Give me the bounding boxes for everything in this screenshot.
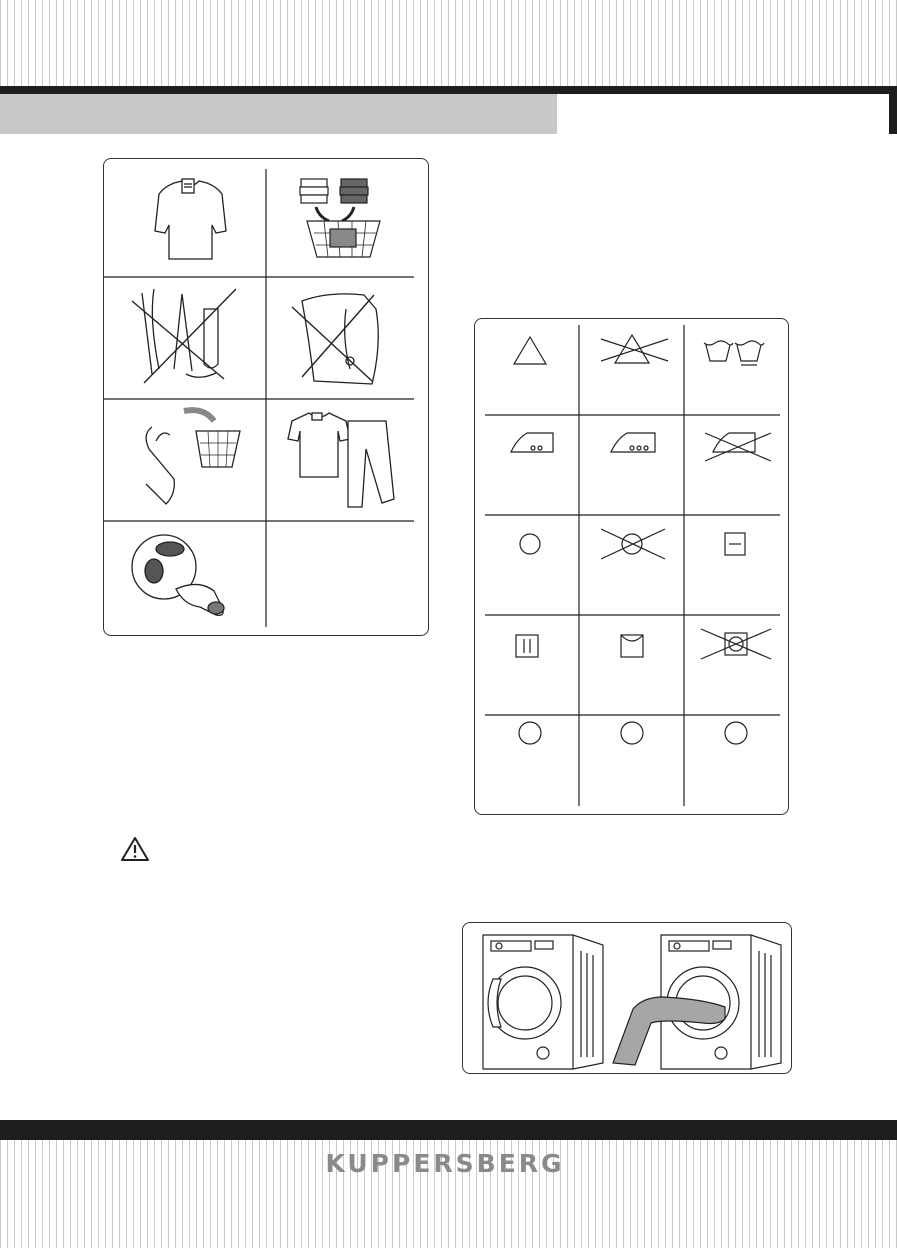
footer-dark-band xyxy=(0,1120,897,1140)
washing-machine-door-open-icon xyxy=(483,935,603,1069)
brand-logo: KUPPERSBERG xyxy=(325,1149,565,1178)
dry-clean-circle-icon xyxy=(725,722,747,744)
no-pins-clips-icon xyxy=(132,289,236,383)
laundry-preparation-panel xyxy=(103,158,429,636)
iron-low-icon xyxy=(511,433,553,452)
top-stripe-pattern xyxy=(0,0,897,86)
no-zipper-open-icon xyxy=(292,294,378,384)
washing-machine-loading-icon xyxy=(613,935,781,1069)
care-panel-grid xyxy=(104,159,430,637)
iron-high-icon xyxy=(611,433,655,452)
line-dry-icon xyxy=(621,635,643,657)
care-symbols-table xyxy=(474,318,789,815)
dry-clean-circle-icon xyxy=(519,722,541,744)
tumble-dry-circle-icon xyxy=(520,534,540,554)
sort-laundry-basket-icon xyxy=(300,179,380,257)
section-header-bar xyxy=(0,94,557,134)
shirt-and-trousers-icon xyxy=(288,413,394,507)
top-dark-band xyxy=(0,86,897,94)
warning-triangle-icon xyxy=(120,836,150,862)
no-dry-clean-icon xyxy=(601,529,665,559)
drip-dry-icon xyxy=(516,635,538,657)
dry-flat-icon xyxy=(725,533,745,555)
no-iron-icon xyxy=(705,433,771,461)
bleach-triangle-icon xyxy=(514,337,546,364)
care-symbols-grid xyxy=(475,319,790,816)
washing-machine-illustration-panel xyxy=(462,922,792,1074)
page-edge-marker xyxy=(889,94,897,134)
washing-machines-drawing xyxy=(463,923,793,1075)
hook-in-mesh-bag-icon xyxy=(146,410,240,504)
dry-clean-circle-icon xyxy=(621,722,643,744)
ball-and-sock-icon xyxy=(132,535,224,615)
no-bleach-icon xyxy=(601,335,668,363)
garment-with-label-icon xyxy=(155,179,226,259)
wash-basins-icon xyxy=(704,341,764,365)
no-tumble-dry-icon xyxy=(701,629,771,659)
